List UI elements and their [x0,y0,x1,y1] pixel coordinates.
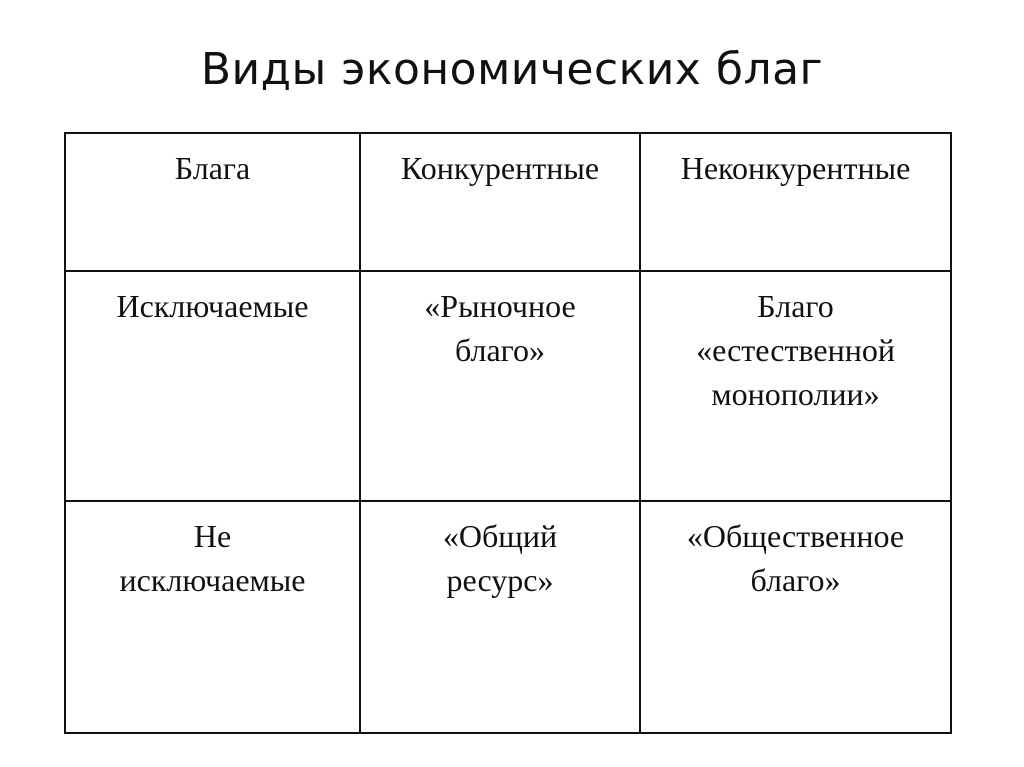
cell-market-good [360,271,640,501]
header-cell-competitive: Конкурентные [360,133,640,271]
header-cell-noncompetitive: Неконкурентные [640,133,951,271]
cell-line: благо» [455,332,545,368]
cell-line: «Общественное [686,518,905,554]
cell-line: Исключаемые [116,288,309,324]
cell-line: исключаемые [119,562,306,598]
row-label-nonexcludable [65,501,360,733]
cell-natural-monopoly-good [640,271,951,501]
row-label-excludable [65,271,360,501]
slide-title: Виды экономических благ [200,44,824,95]
cell-line: Не [193,518,232,554]
cell-line: ресурс» [446,562,554,598]
cell-line: «Общий [442,518,558,554]
cell-public-good [640,501,951,733]
cell-line: «Рыночное [424,288,576,324]
header-cell-goods: Блага [65,133,360,271]
table-header-row [65,133,951,271]
cell-line: Благо [757,288,834,324]
cell-line: монополии» [711,376,880,412]
table-row-excludable [65,271,951,501]
cell-line: благо» [750,562,841,598]
cell-line: «естественной [696,332,895,368]
goods-classification-table [64,132,952,734]
table-row-nonexcludable [65,501,951,733]
cell-common-resource [360,501,640,733]
